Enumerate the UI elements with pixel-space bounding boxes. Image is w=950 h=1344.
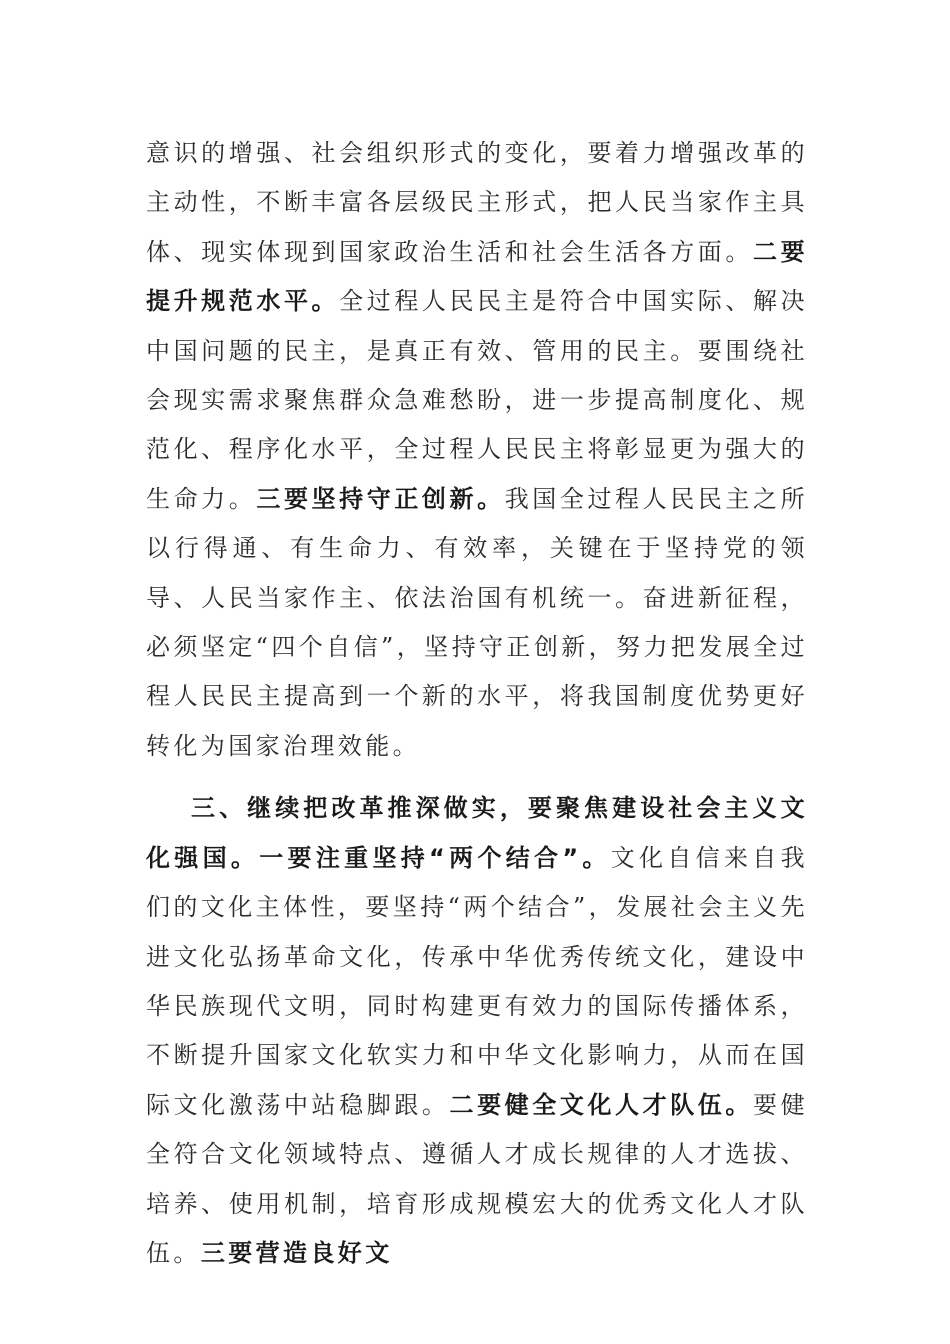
- paragraph-text: 要健全符合文化领域特点、遵循人才成长规律的人才选拔、培养、使用机制，培育形成规模宏大的优秀文化人才队伍。: [146, 1090, 808, 1267]
- bold-heading-standardization: 二要提升规范水平。: [146, 237, 808, 316]
- bold-heading-innovation: 三要坚持守正创新。: [256, 484, 505, 513]
- paragraph-text: 意识的增强、社会组织形式的变化，要着力增强改革的主动性，不断丰富各层级民主形式，把人民当家作主具体、现实体现到国家政治生活和社会生活各方面。: [146, 139, 808, 266]
- paragraph-text: 全过程人民民主是符合中国实际、解决中国问题的民主，是真正有效、管用的民主。要围绕社会现实需求聚焦群众急难愁盼，进一步提高制度化、规范化、程序化水平，全过程人民民主将彰显更为强大的生命力。: [146, 287, 808, 513]
- paragraph-democracy: [146, 129, 808, 771]
- bold-heading-environment: 三要营造良好文: [200, 1238, 393, 1267]
- bold-heading-talent: 二要健全文化人才队伍。: [449, 1090, 753, 1119]
- document-body: [146, 129, 808, 1278]
- paragraph-text: 我国全过程人民民主之所以行得通、有生命力、有效率，关键在于坚持党的领导、人民当家作主、依法治国有机统一。奋进新征程，必须坚定“四个自信”，坚持守正创新，努力把发展全过程人民民主提高到一个新的水平，将我国制度优势更好转化为国家治理效能。: [146, 484, 808, 760]
- paragraph-text: 文化自信来自我们的文化主体性，要坚持“两个结合”，发展社会主义先进文化弘扬革命文化，传承中华优秀传统文化，建设中华民族现代文明，同时构建更有效力的国际传播体系，不断提升国家文化软实力和中华文化影响力，从而在国际文化激荡中站稳脚跟。: [146, 843, 808, 1119]
- bold-heading-section-three: 三、继续把改革推深做实，要聚焦建设社会主义文化强国。一要注重坚持“两个结合”。: [146, 794, 808, 872]
- paragraph-culture: [146, 784, 808, 1278]
